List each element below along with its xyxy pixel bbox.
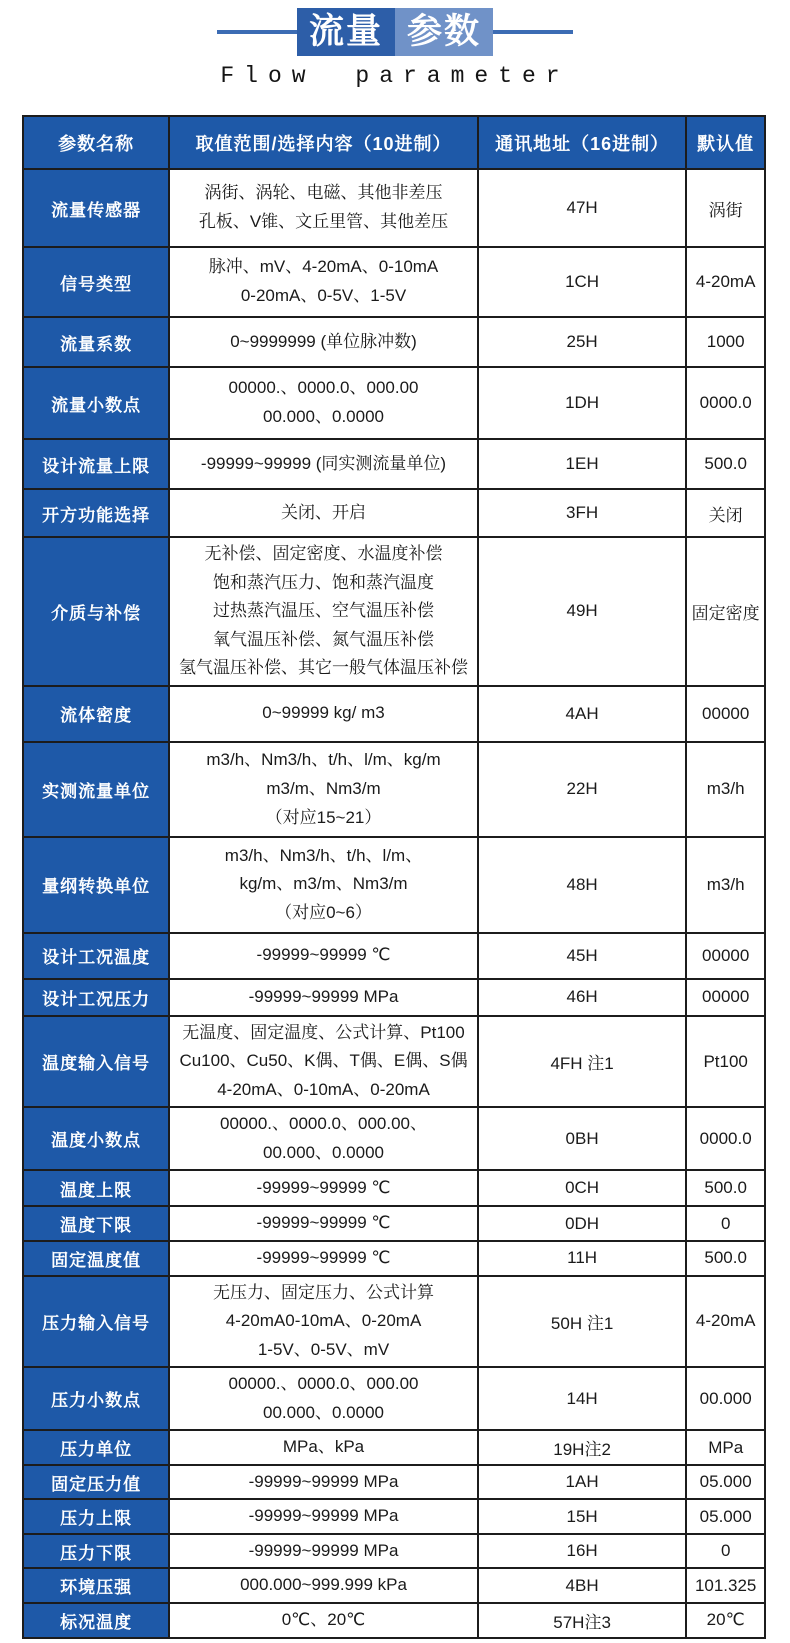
value-range-line: 1-5V、0-5V、mV (257, 1339, 390, 1359)
comm-address-cell: 50H 注1 (478, 1276, 687, 1368)
value-range-cell (169, 367, 478, 439)
value-range-line: 0~9999999 (单位脉冲数) (230, 331, 417, 351)
param-name-cell: 固定温度值 (23, 1241, 169, 1276)
value-range-cell (169, 1568, 478, 1603)
value-range-cell (169, 742, 478, 837)
value-range-line: -99999~99999 MPa (248, 986, 399, 1006)
value-range-line: 00000.、0000.0、000.00 (228, 378, 419, 398)
comm-address-cell: 25H (478, 317, 687, 367)
value-range-cell (169, 1430, 478, 1465)
page-header (0, 8, 790, 89)
value-range-line: -99999~99999 ℃ (256, 1248, 391, 1268)
value-range-line: 无温度、固定温度、公式计算、Pt100 (182, 1022, 465, 1042)
default-value-cell: 00.000 (686, 1367, 765, 1430)
param-name-cell: 流量系数 (23, 317, 169, 367)
value-range-cell (169, 1107, 478, 1170)
value-range-line: （对应0~6） (275, 903, 372, 922)
value-range-cell (169, 1016, 478, 1108)
value-range-line: Cu100、Cu50、K偶、T偶、E偶、S偶 (179, 1051, 468, 1071)
value-range-line: （对应15~21） (265, 807, 382, 827)
comm-address-cell: 1CH (478, 247, 687, 317)
param-name-cell: 压力上限 (23, 1499, 169, 1534)
param-name-cell: 设计工况压力 (23, 979, 169, 1016)
value-range-cell (169, 1499, 478, 1534)
table-row (23, 1603, 765, 1638)
default-value-cell: 05.000 (686, 1499, 765, 1534)
comm-address-cell: 4BH (478, 1568, 687, 1603)
param-name-cell: 流量小数点 (23, 367, 169, 439)
table-body (23, 169, 765, 1638)
comm-address-cell: 3FH (478, 489, 687, 537)
parameter-table (22, 115, 766, 1639)
value-range-cell (169, 979, 478, 1016)
title-divider-right (493, 30, 573, 34)
comm-address-cell: 15H (478, 1499, 687, 1534)
default-value-cell: 0000.0 (686, 367, 765, 439)
table-row (23, 1430, 765, 1465)
default-value-cell: 500.0 (686, 1241, 765, 1276)
param-name-cell: 固定压力值 (23, 1465, 169, 1500)
param-name-cell: 设计工况温度 (23, 933, 169, 979)
table-row (23, 742, 765, 837)
value-range-cell (169, 1206, 478, 1241)
value-range-line: 关闭、开启 (281, 502, 366, 522)
value-range-line: 涡街、涡轮、电磁、其他非差压 (204, 183, 443, 203)
table-row (23, 169, 765, 247)
comm-address-cell: 47H (478, 169, 687, 247)
value-range-cell (169, 1603, 478, 1638)
comm-address-cell: 11H (478, 1241, 687, 1276)
comm-address-cell: 46H (478, 979, 687, 1016)
comm-address-cell: 1EH (478, 439, 687, 489)
param-name-cell: 温度下限 (23, 1206, 169, 1241)
table-row (23, 537, 765, 686)
comm-address-cell: 57H注3 (478, 1603, 687, 1638)
param-name-cell: 压力输入信号 (23, 1276, 169, 1368)
comm-address-cell: 4AH (478, 686, 687, 742)
param-name-cell: 量纲转换单位 (23, 837, 169, 933)
value-range-cell (169, 933, 478, 979)
value-range-cell (169, 439, 478, 489)
comm-address-cell: 22H (478, 742, 687, 837)
value-range-line: kg/m、m3/m、Nm3/m (239, 874, 408, 894)
param-name-cell: 实测流量单位 (23, 742, 169, 837)
param-name-cell: 流量传感器 (23, 169, 169, 247)
table-row (23, 317, 765, 367)
default-value-cell: m3/h (686, 837, 765, 933)
default-value-cell: 固定密度 (686, 537, 765, 686)
value-range-line: 无补偿、固定密度、水温度补偿 (204, 544, 443, 563)
table-row (23, 1016, 765, 1108)
param-name-cell: 开方功能选择 (23, 489, 169, 537)
default-value-cell: 关闭 (686, 489, 765, 537)
default-value-cell: 0 (686, 1534, 765, 1569)
comm-address-cell: 49H (478, 537, 687, 686)
default-value-cell: 0000.0 (686, 1107, 765, 1170)
header-comm-address: 通讯地址（16进制） (478, 116, 687, 169)
value-range-line: 孔板、V锥、文丘里管、其他差压 (198, 212, 449, 231)
value-range-line: -99999~99999 (同实测流量单位) (200, 453, 447, 473)
comm-address-cell: 48H (478, 837, 687, 933)
value-range-line: 饱和蒸汽压力、饱和蒸汽温度 (213, 572, 434, 592)
value-range-line: -99999~99999 MPa (248, 1540, 399, 1560)
table-row (23, 1465, 765, 1500)
default-value-cell: MPa (686, 1430, 765, 1465)
value-range-cell (169, 1465, 478, 1500)
value-range-line: m3/h、Nm3/h、t/h、l/m、 (224, 845, 423, 865)
value-range-line: -99999~99999 ℃ (256, 1213, 391, 1233)
value-range-line: 4-20mA、0-10mA、0-20mA (217, 1079, 430, 1099)
value-range-line: 脉冲、mV、4-20mA、0-10mA (208, 257, 439, 277)
table-row (23, 837, 765, 933)
value-range-cell (169, 247, 478, 317)
value-range-line: m3/h、Nm3/h、t/h、l/m、kg/m (206, 750, 441, 770)
param-name-cell: 环境压强 (23, 1568, 169, 1603)
default-value-cell: m3/h (686, 742, 765, 837)
param-name-cell: 标况温度 (23, 1603, 169, 1638)
default-value-cell: 20℃ (686, 1603, 765, 1638)
value-range-line: m3/m、Nm3/m (266, 778, 381, 798)
value-range-cell (169, 169, 478, 247)
value-range-cell (169, 1367, 478, 1430)
table-row (23, 1170, 765, 1206)
value-range-line: 氢气温压补偿、其它一般气体温压补偿 (179, 658, 468, 678)
value-range-cell (169, 1534, 478, 1569)
table-row (23, 686, 765, 742)
value-range-line: 0~99999 kg/ m3 (262, 703, 385, 723)
value-range-line: 过热蒸汽温压、空气温压补偿 (213, 601, 434, 621)
value-range-cell (169, 1241, 478, 1276)
table-row (23, 1206, 765, 1241)
table-row (23, 489, 765, 537)
param-name-cell: 温度上限 (23, 1170, 169, 1206)
value-range-cell (169, 837, 478, 933)
comm-address-cell: 16H (478, 1534, 687, 1569)
header-value-range: 取值范围/选择内容（10进制） (169, 116, 478, 169)
default-value-cell: 00000 (686, 933, 765, 979)
table-row (23, 933, 765, 979)
value-range-line: -99999~99999 ℃ (256, 945, 391, 965)
title-banner (0, 8, 790, 56)
table-row (23, 367, 765, 439)
table-row (23, 1276, 765, 1368)
value-range-line: MPa、kPa (282, 1437, 365, 1457)
param-name-cell: 介质与补偿 (23, 537, 169, 686)
table-row (23, 1241, 765, 1276)
value-range-line: -99999~99999 MPa (248, 1471, 399, 1491)
comm-address-cell: 14H (478, 1367, 687, 1430)
default-value-cell: 101.325 (686, 1568, 765, 1603)
title-zh-primary: 流量 (297, 8, 395, 56)
header-default-value: 默认值 (686, 116, 765, 169)
value-range-line: -99999~99999 ℃ (256, 1178, 391, 1198)
table-row (23, 247, 765, 317)
param-name-cell: 信号类型 (23, 247, 169, 317)
value-range-line: -99999~99999 MPa (248, 1506, 399, 1526)
param-name-cell: 压力下限 (23, 1534, 169, 1569)
table-head (23, 116, 765, 169)
param-name-cell: 温度小数点 (23, 1107, 169, 1170)
comm-address-cell: 1AH (478, 1465, 687, 1500)
value-range-line: 00000.、0000.0、000.00 (228, 1374, 419, 1394)
default-value-cell: 0 (686, 1206, 765, 1241)
param-name-cell: 压力单位 (23, 1430, 169, 1465)
table-row (23, 1367, 765, 1430)
param-name-cell: 流体密度 (23, 686, 169, 742)
comm-address-cell: 0BH (478, 1107, 687, 1170)
value-range-cell (169, 1170, 478, 1206)
value-range-cell (169, 317, 478, 367)
value-range-cell (169, 686, 478, 742)
value-range-line: 氧气温压补偿、氮气温压补偿 (213, 629, 434, 649)
value-range-line: 00000.、0000.0、000.00、 (220, 1114, 427, 1134)
value-range-line: 00.000、0.0000 (263, 1142, 384, 1162)
default-value-cell: 500.0 (686, 1170, 765, 1206)
value-range-line: 00.000、0.0000 (263, 1402, 384, 1422)
default-value-cell: 涡街 (686, 169, 765, 247)
comm-address-cell: 19H注2 (478, 1430, 687, 1465)
table-row (23, 1534, 765, 1569)
default-value-cell: 00000 (686, 979, 765, 1016)
table-row (23, 1499, 765, 1534)
default-value-cell: 00000 (686, 686, 765, 742)
comm-address-cell: 0DH (478, 1206, 687, 1241)
value-range-line: 0-20mA、0-5V、1-5V (240, 286, 407, 305)
comm-address-cell: 4FH 注1 (478, 1016, 687, 1108)
table-row (23, 439, 765, 489)
value-range-line: 4-20mA0-10mA、0-20mA (225, 1311, 422, 1331)
comm-address-cell: 45H (478, 933, 687, 979)
default-value-cell: 1000 (686, 317, 765, 367)
header-param-name: 参数名称 (23, 116, 169, 169)
param-name-cell: 温度输入信号 (23, 1016, 169, 1108)
comm-address-cell: 1DH (478, 367, 687, 439)
title-zh-secondary: 参数 (395, 8, 493, 56)
table-row (23, 979, 765, 1016)
table-row (23, 1568, 765, 1603)
comm-address-cell: 0CH (478, 1170, 687, 1206)
value-range-line: 00.000、0.0000 (263, 407, 384, 426)
title-divider-left (217, 30, 297, 34)
default-value-cell: 500.0 (686, 439, 765, 489)
default-value-cell: 05.000 (686, 1465, 765, 1500)
param-name-cell: 设计流量上限 (23, 439, 169, 489)
value-range-cell (169, 1276, 478, 1368)
table-header-row (23, 116, 765, 169)
default-value-cell: Pt100 (686, 1016, 765, 1108)
value-range-cell (169, 489, 478, 537)
default-value-cell: 4-20mA (686, 1276, 765, 1368)
value-range-line: 0℃、20℃ (281, 1610, 366, 1630)
table-row (23, 1107, 765, 1170)
value-range-line: 无压力、固定压力、公式计算 (213, 1282, 434, 1302)
default-value-cell: 4-20mA (686, 247, 765, 317)
title-english: Flow parameter (220, 63, 570, 89)
value-range-cell (169, 537, 478, 686)
value-range-line: 000.000~999.999 kPa (240, 1575, 407, 1595)
param-name-cell: 压力小数点 (23, 1367, 169, 1430)
